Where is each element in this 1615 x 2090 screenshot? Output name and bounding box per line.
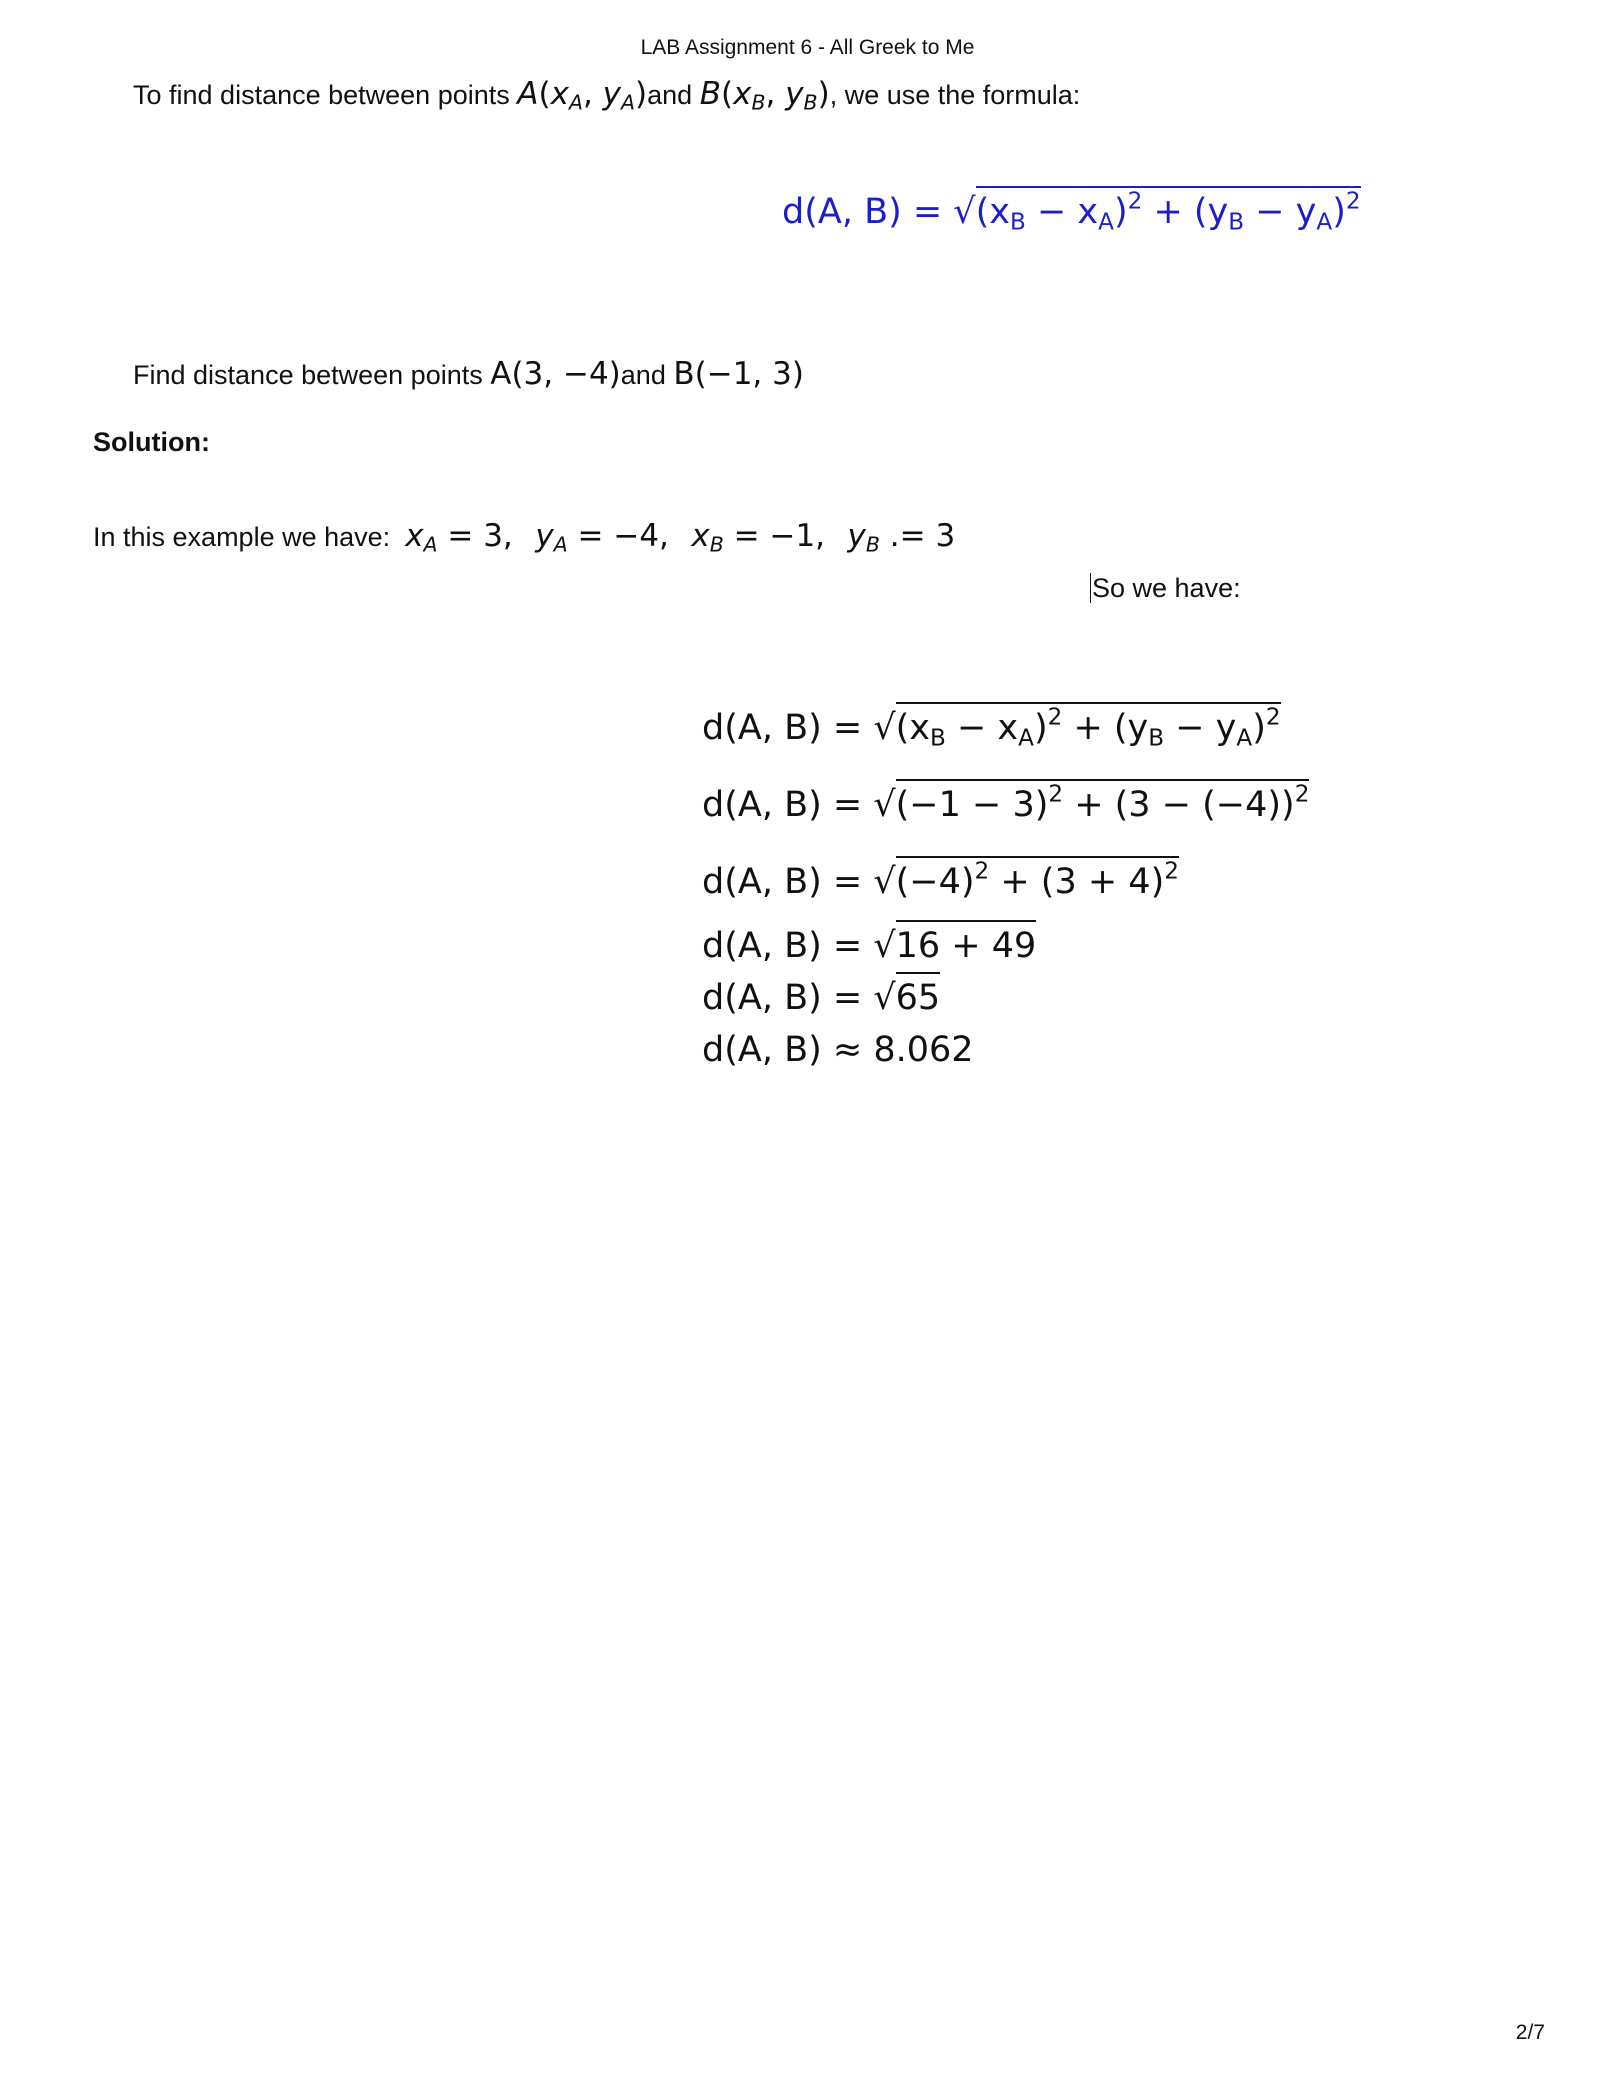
- intro-and: and: [647, 80, 693, 110]
- point-a: A(3, −4): [490, 356, 621, 392]
- xa-value: $x_A = 3$,: [405, 518, 513, 557]
- formula-radicand: $(x_B - x_A)^2 + (y_B - y_A)^2$: [976, 186, 1361, 232]
- distance-result: 8.062: [873, 1030, 974, 1070]
- step-3: d(A, $B) = √(-4)^2 + (3 + 4)^2$: [702, 862, 1179, 902]
- page-number: 2/7: [1515, 2021, 1545, 2044]
- xb-value: $x_B = -1$,: [691, 518, 826, 557]
- distance-formula: d(A, $B) = √(x_B - x_A)^2 + (y_B - y_A)^2$: [782, 192, 1361, 232]
- text-cursor: [1090, 573, 1091, 603]
- so-we-have: So we have:: [1092, 573, 1241, 603]
- step-4: d(A, B) = √16 + 49: [702, 926, 1036, 966]
- point-b-general: $B(x_B$, $y_B$): [699, 76, 830, 115]
- step-1: d(A, $B) = √(x_B - x_A)^2 + (y_B - y_A)^2$: [702, 708, 1281, 748]
- problem-statement: Find distance between points A(3, −4)and B(−1, 3): [133, 356, 804, 392]
- ya-value: $y_A = -4$,: [535, 518, 669, 557]
- step-1-radicand: $(x_B - x_A)^2 + (y_B - y_A)^2$: [896, 702, 1281, 748]
- intro-sentence: [133, 76, 1080, 113]
- step-2-radicand: $(-1 - 3)^2 + (3 - (-4))^2$: [896, 779, 1310, 825]
- point-a-general: $A(x_A$, $y_A$): [517, 76, 648, 115]
- given-values: In this example we have: $x_A = 3$, $y_A = -4$, $x_B = -1$, $y_B$ .= 3: [93, 518, 956, 557]
- step-6-result: d(A, B) ≈ 8.062: [702, 1030, 974, 1070]
- page-header: LAB Assignment 6 - All Greek to Me: [640, 36, 975, 59]
- step-2: d(A, $B) = √(-1 - 3)^2 + (3 - (-4))^2$: [702, 785, 1309, 825]
- step-3-radicand: $(-4)^2 + (3 + 4)^2$: [896, 856, 1179, 902]
- solution-heading: Solution:: [93, 427, 210, 457]
- problem-and: and: [620, 360, 666, 390]
- step-4-radicand: 16 + 49: [896, 920, 1037, 966]
- step-5-radicand: 65: [896, 972, 941, 1018]
- point-b: B(−1, 3): [673, 356, 804, 392]
- intro-tail: , we use the formula:: [829, 80, 1081, 110]
- yb-value: $y_B$ .= 3: [847, 518, 956, 557]
- step-5: d(A, B) = √65: [702, 978, 940, 1018]
- intro-text: To find distance between points: [133, 80, 510, 110]
